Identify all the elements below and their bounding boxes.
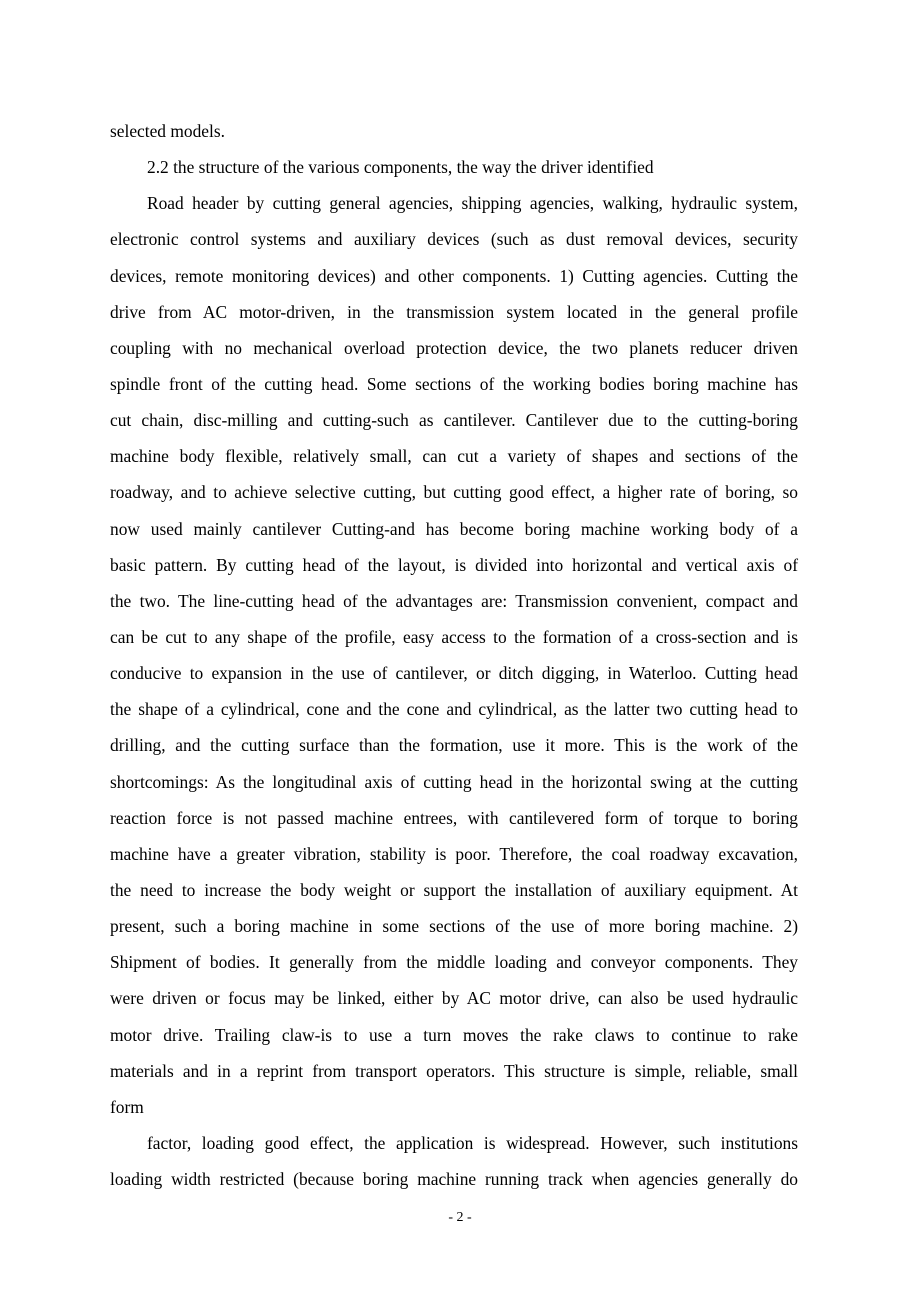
text-line: cut chain, disc-milling and cutting-such as cantilever. Cantilever due to the cutting-boring [110, 410, 798, 431]
text-line: machine have a greater vibration, stability is poor. Therefore, the coal roadway excavation, [110, 843, 798, 864]
text-line: reaction force is not passed machine entrees, with cantilevered form of torque to boring [110, 807, 798, 828]
text-line: spindle front of the cutting head. Some sections of the working bodies boring machine has [110, 373, 798, 394]
text-line: Road header by cutting general agencies, shipping agencies, walking, hydraulic system, [147, 193, 798, 214]
text-line: basic pattern. By cutting head of the layout, is divided into horizontal and vertical axis of [110, 554, 798, 575]
text-line: the need to increase the body weight or support the installation of auxiliary equipment. At [110, 879, 798, 900]
text-line: selected models. [110, 121, 225, 141]
text-line: the shape of a cylindrical, cone and the cone and cylindrical, as the latter two cutting head to [110, 699, 798, 720]
text-line: Shipment of bodies. It generally from the middle loading and conveyor components. They [110, 952, 798, 973]
text-line: drilling, and the cutting surface than the formation, use it more. This is the work of the [110, 735, 798, 756]
text-line: present, such a boring machine in some sections of the use of more boring machine. 2) [110, 916, 798, 937]
text-line: conducive to expansion in the use of cantilever, or ditch digging, in Waterloo. Cutting head [110, 663, 798, 684]
text-line: form [110, 1096, 144, 1117]
text-line: machine body flexible, relatively small, can cut a variety of shapes and sections of the [110, 446, 798, 467]
document-body [110, 113, 798, 1197]
text-line: shortcomings: As the longitudinal axis of cutting head in the horizontal swing at the cutting [110, 771, 798, 792]
text-line: devices, remote monitoring devices) and other components. 1) Cutting agencies. Cutting the [110, 265, 798, 286]
text-line: were driven or focus may be linked, either by AC motor drive, can also be used hydraulic [110, 988, 798, 1009]
text-line: drive from AC motor-driven, in the transmission system located in the general profile [110, 301, 798, 322]
page-number: - 2 - [448, 1210, 472, 1225]
text-line: now used mainly cantilever Cutting-and has become boring machine working body of a [110, 518, 798, 539]
text-line: materials and in a reprint from transport operators. This structure is simple, reliable, small [110, 1060, 798, 1081]
text-line: electronic control systems and auxiliary devices (such as dust removal devices, security [110, 229, 798, 250]
section-heading: 2.2 the structure of the various components, the way the driver identified [147, 157, 654, 178]
text-line: motor drive. Trailing claw-is to use a turn moves the rake claws to continue to rake [110, 1024, 798, 1045]
text-line: the two. The line-cutting head of the advantages are: Transmission convenient, compact and [110, 590, 798, 611]
text-line: factor, loading good effect, the application is widespread. However, such institutions [147, 1132, 798, 1153]
text-line: roadway, and to achieve selective cutting, but cutting good effect, a higher rate of boring, so [110, 482, 798, 503]
text-line: can be cut to any shape of the profile, easy access to the formation of a cross-section and is [110, 626, 798, 647]
text-line: coupling with no mechanical overload protection device, the two planets reducer driven [110, 337, 798, 358]
text-line: loading width restricted (because boring machine running track when agencies generally do [110, 1169, 798, 1190]
